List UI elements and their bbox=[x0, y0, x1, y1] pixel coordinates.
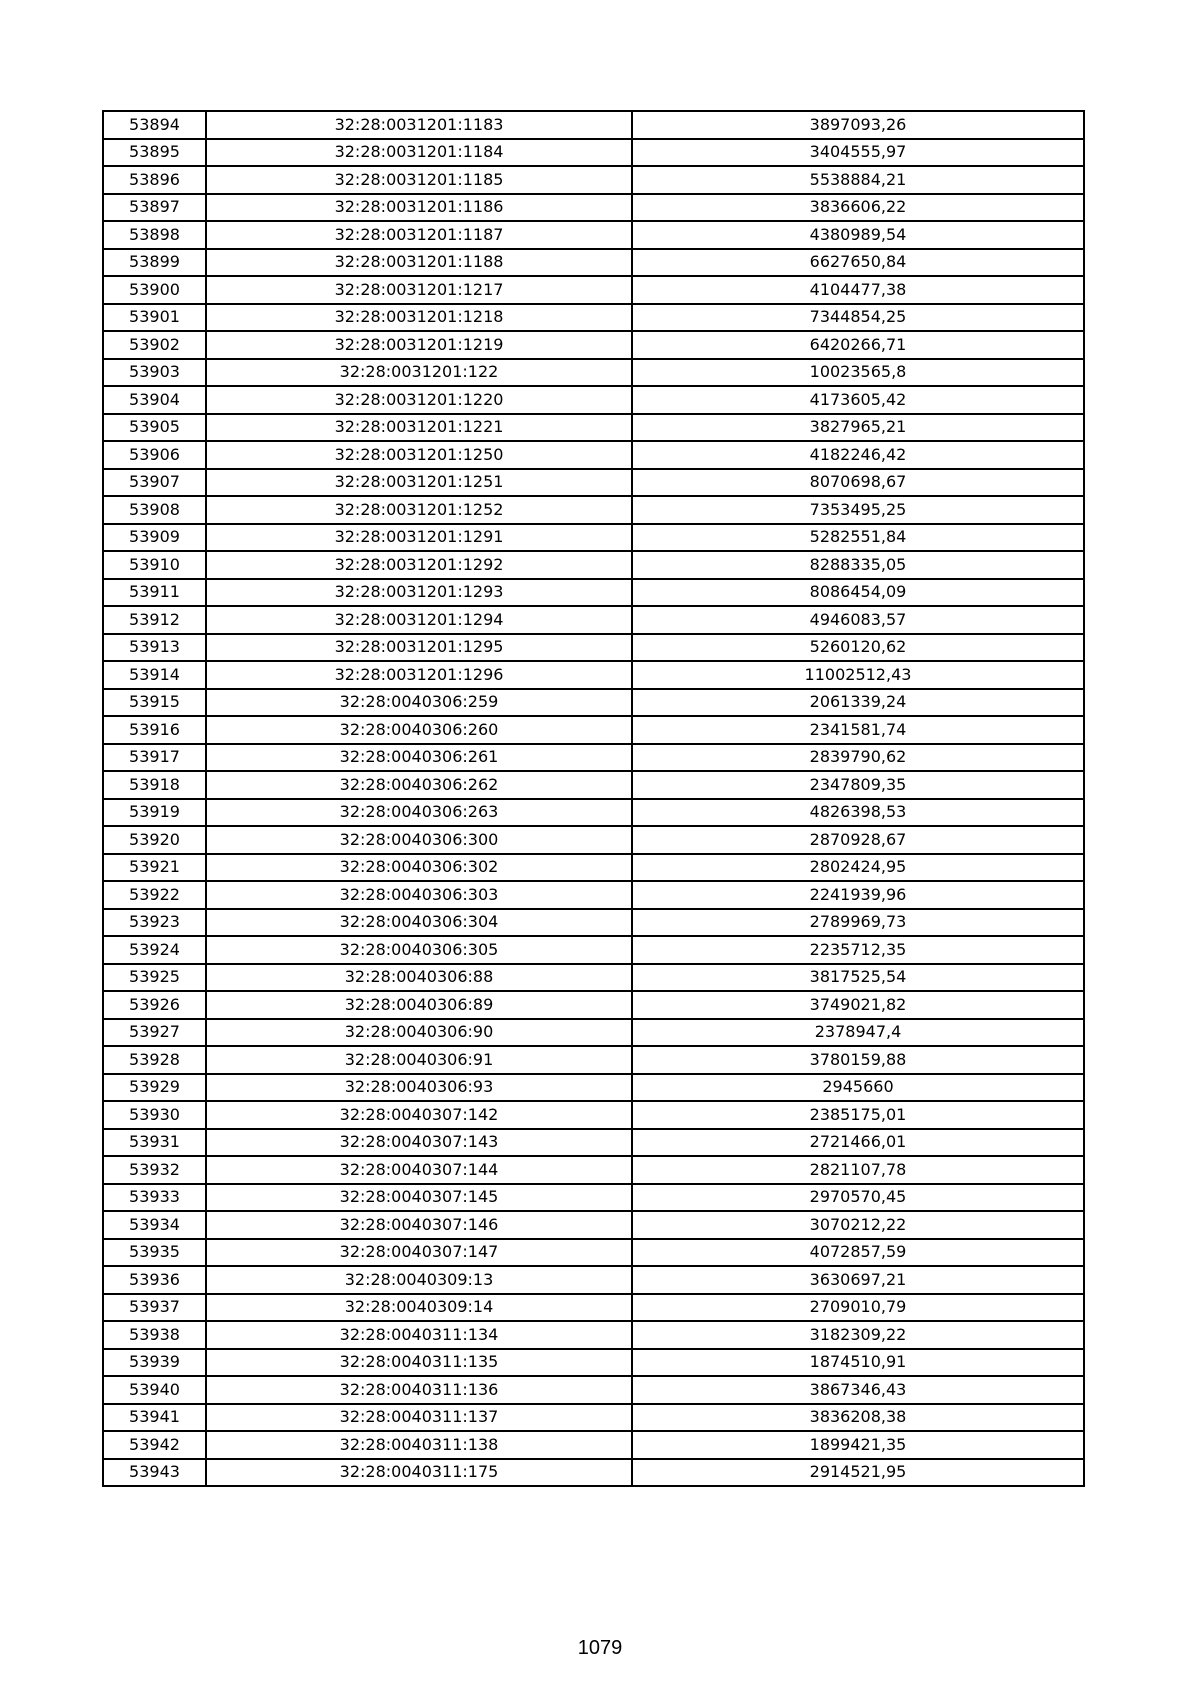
cadastral-number-cell: 32:28:0031201:1252 bbox=[206, 496, 632, 524]
table-row bbox=[103, 744, 1084, 772]
cadastral-number-cell: 32:28:0031201:1292 bbox=[206, 551, 632, 579]
cadastral-number-cell: 32:28:0040311:137 bbox=[206, 1404, 632, 1432]
row-number-cell: 53907 bbox=[103, 469, 206, 497]
row-number-cell: 53900 bbox=[103, 276, 206, 304]
cadastral-number-cell: 32:28:0031201:1186 bbox=[206, 194, 632, 222]
cadastral-number-cell: 32:28:0040306:261 bbox=[206, 744, 632, 772]
row-number-cell: 53913 bbox=[103, 634, 206, 662]
cadastral-value-cell: 3749021,82 bbox=[632, 991, 1084, 1019]
cadastral-value-cell: 3897093,26 bbox=[632, 111, 1084, 139]
cadastral-value-cell: 6627650,84 bbox=[632, 249, 1084, 277]
row-number-cell: 53927 bbox=[103, 1019, 206, 1047]
table-row bbox=[103, 991, 1084, 1019]
cadastral-value-cell: 3404555,97 bbox=[632, 139, 1084, 167]
cadastral-number-cell: 32:28:0031201:1294 bbox=[206, 606, 632, 634]
cadastral-value-cell: 5282551,84 bbox=[632, 524, 1084, 552]
table-body bbox=[103, 111, 1084, 1486]
row-number-cell: 53928 bbox=[103, 1046, 206, 1074]
cadastral-value-cell: 2385175,01 bbox=[632, 1101, 1084, 1129]
row-number-cell: 53936 bbox=[103, 1266, 206, 1294]
table-row bbox=[103, 386, 1084, 414]
cadastral-number-cell: 32:28:0040306:89 bbox=[206, 991, 632, 1019]
row-number-cell: 53921 bbox=[103, 854, 206, 882]
cadastral-number-cell: 32:28:0031201:1250 bbox=[206, 441, 632, 469]
cadastral-number-cell: 32:28:0031201:1217 bbox=[206, 276, 632, 304]
cadastral-number-cell: 32:28:0031201:1183 bbox=[206, 111, 632, 139]
cadastral-value-cell: 1874510,91 bbox=[632, 1349, 1084, 1377]
table-row bbox=[103, 139, 1084, 167]
row-number-cell: 53934 bbox=[103, 1211, 206, 1239]
table-row bbox=[103, 331, 1084, 359]
table-row bbox=[103, 441, 1084, 469]
cadastral-value-cell: 5260120,62 bbox=[632, 634, 1084, 662]
cadastral-value-cell: 2721466,01 bbox=[632, 1129, 1084, 1157]
row-number-cell: 53929 bbox=[103, 1074, 206, 1102]
cadastral-number-cell: 32:28:0031201:122 bbox=[206, 359, 632, 387]
row-number-cell: 53905 bbox=[103, 414, 206, 442]
cadastral-number-cell: 32:28:0031201:1295 bbox=[206, 634, 632, 662]
cadastral-value-cell: 3630697,21 bbox=[632, 1266, 1084, 1294]
table-row bbox=[103, 1266, 1084, 1294]
cadastral-number-cell: 32:28:0040307:142 bbox=[206, 1101, 632, 1129]
cadastral-value-cell: 2241939,96 bbox=[632, 881, 1084, 909]
table-row bbox=[103, 414, 1084, 442]
cadastral-number-cell: 32:28:0031201:1296 bbox=[206, 661, 632, 689]
cadastral-value-cell: 4826398,53 bbox=[632, 799, 1084, 827]
cadastral-value-cell: 2709010,79 bbox=[632, 1294, 1084, 1322]
table-row bbox=[103, 1101, 1084, 1129]
cadastral-value-cell: 2945660 bbox=[632, 1074, 1084, 1102]
row-number-cell: 53914 bbox=[103, 661, 206, 689]
cadastral-value-cell: 3182309,22 bbox=[632, 1321, 1084, 1349]
cadastral-value-cell: 3827965,21 bbox=[632, 414, 1084, 442]
row-number-cell: 53904 bbox=[103, 386, 206, 414]
row-number-cell: 53897 bbox=[103, 194, 206, 222]
row-number-cell: 53931 bbox=[103, 1129, 206, 1157]
cadastral-number-cell: 32:28:0031201:1220 bbox=[206, 386, 632, 414]
table-row bbox=[103, 1321, 1084, 1349]
table-row bbox=[103, 936, 1084, 964]
cadastral-value-cell: 3836606,22 bbox=[632, 194, 1084, 222]
table-row bbox=[103, 716, 1084, 744]
row-number-cell: 53918 bbox=[103, 771, 206, 799]
cadastral-number-cell: 32:28:0031201:1221 bbox=[206, 414, 632, 442]
row-number-cell: 53895 bbox=[103, 139, 206, 167]
row-number-cell: 53938 bbox=[103, 1321, 206, 1349]
cadastral-number-cell: 32:28:0040306:263 bbox=[206, 799, 632, 827]
row-number-cell: 53906 bbox=[103, 441, 206, 469]
row-number-cell: 53901 bbox=[103, 304, 206, 332]
row-number-cell: 53916 bbox=[103, 716, 206, 744]
table-row bbox=[103, 1211, 1084, 1239]
cadastral-number-cell: 32:28:0040307:146 bbox=[206, 1211, 632, 1239]
cadastral-number-cell: 32:28:0031201:1188 bbox=[206, 249, 632, 277]
cadastral-value-cell: 2839790,62 bbox=[632, 744, 1084, 772]
cadastral-number-cell: 32:28:0031201:1291 bbox=[206, 524, 632, 552]
row-number-cell: 53937 bbox=[103, 1294, 206, 1322]
row-number-cell: 53909 bbox=[103, 524, 206, 552]
table-row bbox=[103, 276, 1084, 304]
row-number-cell: 53925 bbox=[103, 964, 206, 992]
cadastral-number-cell: 32:28:0031201:1293 bbox=[206, 579, 632, 607]
table-row bbox=[103, 964, 1084, 992]
cadastral-number-cell: 32:28:0040307:143 bbox=[206, 1129, 632, 1157]
table-row bbox=[103, 1156, 1084, 1184]
cadastral-number-cell: 32:28:0040307:144 bbox=[206, 1156, 632, 1184]
cadastral-number-cell: 32:28:0040306:302 bbox=[206, 854, 632, 882]
row-number-cell: 53908 bbox=[103, 496, 206, 524]
cadastral-value-cell: 3070212,22 bbox=[632, 1211, 1084, 1239]
row-number-cell: 53903 bbox=[103, 359, 206, 387]
cadastral-number-cell: 32:28:0040307:145 bbox=[206, 1184, 632, 1212]
cadastral-value-cell: 2235712,35 bbox=[632, 936, 1084, 964]
cadastral-value-cell: 5538884,21 bbox=[632, 166, 1084, 194]
row-number-cell: 53932 bbox=[103, 1156, 206, 1184]
row-number-cell: 53898 bbox=[103, 221, 206, 249]
cadastral-number-cell: 32:28:0040306:91 bbox=[206, 1046, 632, 1074]
cadastral-value-cell: 2378947,4 bbox=[632, 1019, 1084, 1047]
cadastral-number-cell: 32:28:0040307:147 bbox=[206, 1239, 632, 1267]
cadastral-number-cell: 32:28:0040306:305 bbox=[206, 936, 632, 964]
cadastral-value-cell: 11002512,43 bbox=[632, 661, 1084, 689]
table-row bbox=[103, 1294, 1084, 1322]
cadastral-value-cell: 3836208,38 bbox=[632, 1404, 1084, 1432]
cadastral-number-cell: 32:28:0031201:1219 bbox=[206, 331, 632, 359]
table-row bbox=[103, 111, 1084, 139]
cadastral-number-cell: 32:28:0031201:1187 bbox=[206, 221, 632, 249]
row-number-cell: 53941 bbox=[103, 1404, 206, 1432]
table-row bbox=[103, 221, 1084, 249]
row-number-cell: 53896 bbox=[103, 166, 206, 194]
table-row bbox=[103, 1074, 1084, 1102]
row-number-cell: 53943 bbox=[103, 1459, 206, 1487]
table-row bbox=[103, 799, 1084, 827]
cadastral-value-cell: 4173605,42 bbox=[632, 386, 1084, 414]
row-number-cell: 53923 bbox=[103, 909, 206, 937]
row-number-cell: 53911 bbox=[103, 579, 206, 607]
cadastral-number-cell: 32:28:0040306:259 bbox=[206, 689, 632, 717]
cadastral-number-cell: 32:28:0040306:262 bbox=[206, 771, 632, 799]
table-row bbox=[103, 359, 1084, 387]
cadastral-value-cell: 2970570,45 bbox=[632, 1184, 1084, 1212]
cadastral-value-cell: 1899421,35 bbox=[632, 1431, 1084, 1459]
cadastral-value-cell: 2914521,95 bbox=[632, 1459, 1084, 1487]
table-row bbox=[103, 1129, 1084, 1157]
row-number-cell: 53915 bbox=[103, 689, 206, 717]
cadastral-value-cell: 2870928,67 bbox=[632, 826, 1084, 854]
cadastral-value-cell: 7353495,25 bbox=[632, 496, 1084, 524]
cadastral-number-cell: 32:28:0040306:303 bbox=[206, 881, 632, 909]
cadastral-number-cell: 32:28:0031201:1251 bbox=[206, 469, 632, 497]
cadastral-value-cell: 3780159,88 bbox=[632, 1046, 1084, 1074]
row-number-cell: 53935 bbox=[103, 1239, 206, 1267]
cadastral-value-table bbox=[102, 110, 1085, 1487]
cadastral-number-cell: 32:28:0040306:88 bbox=[206, 964, 632, 992]
cadastral-value-cell: 8086454,09 bbox=[632, 579, 1084, 607]
cadastral-value-cell: 10023565,8 bbox=[632, 359, 1084, 387]
cadastral-number-cell: 32:28:0031201:1185 bbox=[206, 166, 632, 194]
cadastral-value-cell: 2061339,24 bbox=[632, 689, 1084, 717]
cadastral-number-cell: 32:28:0040306:300 bbox=[206, 826, 632, 854]
cadastral-number-cell: 32:28:0040311:136 bbox=[206, 1376, 632, 1404]
row-number-cell: 53940 bbox=[103, 1376, 206, 1404]
table-row bbox=[103, 634, 1084, 662]
table-row bbox=[103, 1239, 1084, 1267]
table-row bbox=[103, 249, 1084, 277]
cadastral-value-cell: 2821107,78 bbox=[632, 1156, 1084, 1184]
cadastral-number-cell: 32:28:0040311:134 bbox=[206, 1321, 632, 1349]
cadastral-value-cell: 4182246,42 bbox=[632, 441, 1084, 469]
table-row bbox=[103, 771, 1084, 799]
table-row bbox=[103, 194, 1084, 222]
table-row bbox=[103, 1431, 1084, 1459]
row-number-cell: 53899 bbox=[103, 249, 206, 277]
row-number-cell: 53919 bbox=[103, 799, 206, 827]
row-number-cell: 53902 bbox=[103, 331, 206, 359]
cadastral-value-cell: 7344854,25 bbox=[632, 304, 1084, 332]
cadastral-number-cell: 32:28:0040311:135 bbox=[206, 1349, 632, 1377]
cadastral-value-cell: 4380989,54 bbox=[632, 221, 1084, 249]
cadastral-value-cell: 2341581,74 bbox=[632, 716, 1084, 744]
cadastral-number-cell: 32:28:0040309:14 bbox=[206, 1294, 632, 1322]
table-row bbox=[103, 689, 1084, 717]
cadastral-value-cell: 4104477,38 bbox=[632, 276, 1084, 304]
table-row bbox=[103, 909, 1084, 937]
cadastral-number-cell: 32:28:0040306:90 bbox=[206, 1019, 632, 1047]
row-number-cell: 53910 bbox=[103, 551, 206, 579]
cadastral-value-cell: 4072857,59 bbox=[632, 1239, 1084, 1267]
cadastral-value-cell: 4946083,57 bbox=[632, 606, 1084, 634]
cadastral-number-cell: 32:28:0040306:260 bbox=[206, 716, 632, 744]
table-row bbox=[103, 1184, 1084, 1212]
table-row bbox=[103, 826, 1084, 854]
table-row bbox=[103, 661, 1084, 689]
page-number: 1079 bbox=[577, 1637, 623, 1659]
cadastral-value-cell: 3817525,54 bbox=[632, 964, 1084, 992]
cadastral-number-cell: 32:28:0040306:93 bbox=[206, 1074, 632, 1102]
row-number-cell: 53933 bbox=[103, 1184, 206, 1212]
cadastral-value-cell: 6420266,71 bbox=[632, 331, 1084, 359]
table-row bbox=[103, 579, 1084, 607]
cadastral-value-cell: 8070698,67 bbox=[632, 469, 1084, 497]
cadastral-value-cell: 2802424,95 bbox=[632, 854, 1084, 882]
table-row bbox=[103, 606, 1084, 634]
table-row bbox=[103, 881, 1084, 909]
row-number-cell: 53920 bbox=[103, 826, 206, 854]
table-row bbox=[103, 1046, 1084, 1074]
table-row bbox=[103, 1349, 1084, 1377]
cadastral-number-cell: 32:28:0040306:304 bbox=[206, 909, 632, 937]
table-row bbox=[103, 1459, 1084, 1487]
cadastral-number-cell: 32:28:0040309:13 bbox=[206, 1266, 632, 1294]
table-row bbox=[103, 551, 1084, 579]
cadastral-value-cell: 8288335,05 bbox=[632, 551, 1084, 579]
cadastral-value-cell: 2347809,35 bbox=[632, 771, 1084, 799]
table-row bbox=[103, 469, 1084, 497]
cadastral-number-cell: 32:28:0031201:1184 bbox=[206, 139, 632, 167]
cadastral-value-cell: 2789969,73 bbox=[632, 909, 1084, 937]
cadastral-number-cell: 32:28:0040311:138 bbox=[206, 1431, 632, 1459]
row-number-cell: 53924 bbox=[103, 936, 206, 964]
table-row bbox=[103, 166, 1084, 194]
table-row bbox=[103, 496, 1084, 524]
row-number-cell: 53922 bbox=[103, 881, 206, 909]
table-row bbox=[103, 1019, 1084, 1047]
row-number-cell: 53926 bbox=[103, 991, 206, 1019]
table-row bbox=[103, 1404, 1084, 1432]
cadastral-number-cell: 32:28:0040311:175 bbox=[206, 1459, 632, 1487]
table-row bbox=[103, 854, 1084, 882]
row-number-cell: 53912 bbox=[103, 606, 206, 634]
table-row bbox=[103, 1376, 1084, 1404]
cadastral-value-cell: 3867346,43 bbox=[632, 1376, 1084, 1404]
row-number-cell: 53917 bbox=[103, 744, 206, 772]
table-row bbox=[103, 524, 1084, 552]
row-number-cell: 53942 bbox=[103, 1431, 206, 1459]
row-number-cell: 53894 bbox=[103, 111, 206, 139]
cadastral-number-cell: 32:28:0031201:1218 bbox=[206, 304, 632, 332]
row-number-cell: 53939 bbox=[103, 1349, 206, 1377]
table-row bbox=[103, 304, 1084, 332]
row-number-cell: 53930 bbox=[103, 1101, 206, 1129]
